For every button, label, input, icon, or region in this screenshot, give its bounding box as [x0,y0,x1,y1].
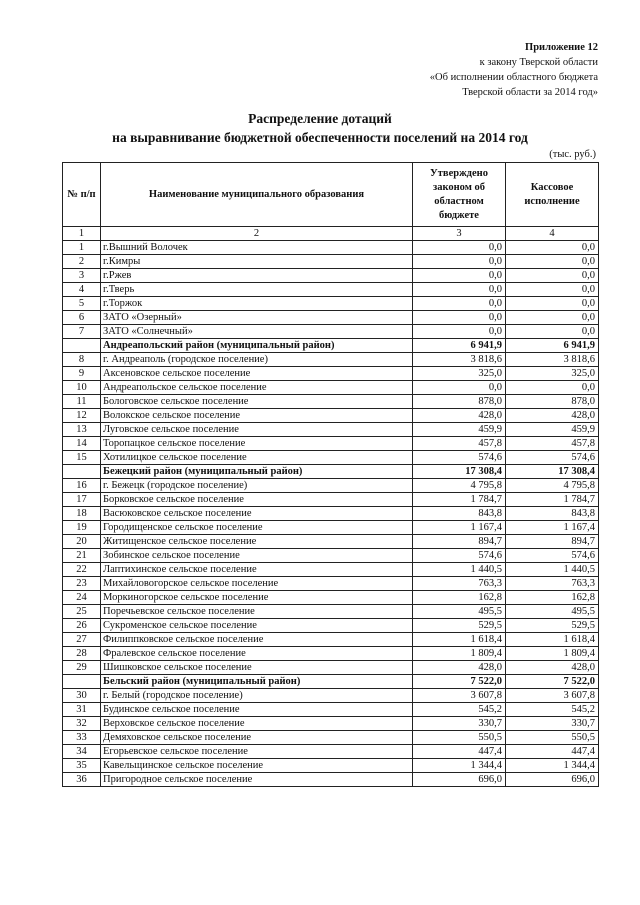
row-approved-value: 3 818,6 [413,353,506,367]
table-row [63,717,599,731]
row-executed-value: 7 522,0 [506,675,599,689]
appendix-line-1: Приложение 12 [525,42,598,53]
row-name: Бельский район (муниципальный район) [101,675,413,689]
row-executed-value: 878,0 [506,395,599,409]
row-name: Шишковское сельское поселение [101,661,413,675]
row-number: 17 [63,493,101,507]
table-row [63,745,599,759]
row-executed-value: 3 607,8 [506,689,599,703]
row-approved-value: 696,0 [413,773,506,787]
table-row [63,241,599,255]
row-number: 6 [63,311,101,325]
header-num: № п/п [63,163,101,227]
table-row [63,311,599,325]
row-executed-value: 894,7 [506,535,599,549]
row-name: Верховское сельское поселение [101,717,413,731]
row-name: Аксеновское сельское поселение [101,367,413,381]
row-executed-value: 1 784,7 [506,493,599,507]
row-number: 22 [63,563,101,577]
table-row [63,577,599,591]
row-approved-value: 545,2 [413,703,506,717]
appendix-line-2: к закону Тверской области [479,57,598,68]
row-name: Волокское сельское поселение [101,409,413,423]
row-executed-value: 330,7 [506,717,599,731]
document-title [0,109,640,147]
row-name: Моркиногорское сельское поселение [101,591,413,605]
row-approved-value: 1 167,4 [413,521,506,535]
table-row [63,255,599,269]
row-approved-value: 843,8 [413,507,506,521]
row-number: 3 [63,269,101,283]
row-executed-value: 0,0 [506,311,599,325]
row-name: Хотилицкое сельское поселение [101,451,413,465]
table-row [63,773,599,787]
row-approved-value: 1 344,4 [413,759,506,773]
row-name: Андреапольский район (муниципальный район) [101,339,413,353]
table-row [63,661,599,675]
row-number: 8 [63,353,101,367]
row-name: Фралевское сельское поселение [101,647,413,661]
row-executed-value: 17 308,4 [506,465,599,479]
row-approved-value: 0,0 [413,241,506,255]
row-number: 31 [63,703,101,717]
row-approved-value: 0,0 [413,381,506,395]
table-row [63,395,599,409]
row-approved-value: 447,4 [413,745,506,759]
row-number: 35 [63,759,101,773]
row-executed-value: 0,0 [506,325,599,339]
row-executed-value: 3 818,6 [506,353,599,367]
row-executed-value: 447,4 [506,745,599,759]
row-executed-value: 459,9 [506,423,599,437]
row-executed-value: 1 167,4 [506,521,599,535]
row-name: Андреапольское сельское поселение [101,381,413,395]
row-number [63,465,101,479]
row-executed-value: 0,0 [506,255,599,269]
table-row [63,283,599,297]
row-number: 14 [63,437,101,451]
row-approved-value: 0,0 [413,283,506,297]
row-number: 18 [63,507,101,521]
row-executed-value: 763,3 [506,577,599,591]
row-name: Демяховское сельское поселение [101,731,413,745]
row-number: 10 [63,381,101,395]
table-row [63,409,599,423]
row-number: 34 [63,745,101,759]
row-name: Борковское сельское поселение [101,493,413,507]
row-approved-value: 7 522,0 [413,675,506,689]
table-row [63,423,599,437]
table-row [63,479,599,493]
row-number: 26 [63,619,101,633]
row-approved-value: 529,5 [413,619,506,633]
row-name: Городищенское сельское поселение [101,521,413,535]
row-number: 28 [63,647,101,661]
row-number: 15 [63,451,101,465]
table-row [63,353,599,367]
table-row [63,731,599,745]
row-approved-value: 1 784,7 [413,493,506,507]
row-number: 36 [63,773,101,787]
column-numbers-row [63,227,599,241]
row-approved-value: 1 440,5 [413,563,506,577]
row-name: Михайловогорское сельское поселение [101,577,413,591]
row-executed-value: 1 809,4 [506,647,599,661]
row-approved-value: 550,5 [413,731,506,745]
table-row [63,619,599,633]
row-executed-value: 457,8 [506,437,599,451]
table-row [63,591,599,605]
table-row [63,647,599,661]
row-approved-value: 457,8 [413,437,506,451]
row-number: 30 [63,689,101,703]
row-number: 25 [63,605,101,619]
row-executed-value: 325,0 [506,367,599,381]
row-number: 21 [63,549,101,563]
title-line-2: на выравнивание бюджетной обеспеченности поселений на 2014 год [112,130,528,145]
row-executed-value: 545,2 [506,703,599,717]
row-executed-value: 4 795,8 [506,479,599,493]
table-row [63,689,599,703]
row-executed-value: 428,0 [506,409,599,423]
row-executed-value: 696,0 [506,773,599,787]
subsidy-table [62,162,599,787]
row-approved-value: 3 607,8 [413,689,506,703]
row-name: г.Торжок [101,297,413,311]
table-row [63,633,599,647]
row-executed-value: 0,0 [506,241,599,255]
row-executed-value: 574,6 [506,549,599,563]
row-name: Егорьевское сельское поселение [101,745,413,759]
row-approved-value: 0,0 [413,311,506,325]
row-executed-value: 0,0 [506,269,599,283]
row-number: 13 [63,423,101,437]
row-number: 9 [63,367,101,381]
row-executed-value: 529,5 [506,619,599,633]
row-number: 2 [63,255,101,269]
column-number: 4 [506,227,599,241]
column-number: 2 [101,227,413,241]
row-executed-value: 162,8 [506,591,599,605]
row-name: Луговское сельское поселение [101,423,413,437]
row-approved-value: 894,7 [413,535,506,549]
row-approved-value: 574,6 [413,549,506,563]
row-name: Кавельщинское сельское поселение [101,759,413,773]
row-number: 24 [63,591,101,605]
row-executed-value: 0,0 [506,381,599,395]
row-name: Житищенское сельское поселение [101,535,413,549]
row-name: Филиппковское сельское поселение [101,633,413,647]
table-row [63,451,599,465]
table-row [63,381,599,395]
column-number: 3 [413,227,506,241]
table-row [63,367,599,381]
row-name: Зобинское сельское поселение [101,549,413,563]
row-number: 16 [63,479,101,493]
header-executed: Кассовое исполнение [506,163,599,227]
table-row [63,507,599,521]
table-row [63,759,599,773]
row-number: 27 [63,633,101,647]
row-number: 33 [63,731,101,745]
row-number: 12 [63,409,101,423]
row-number: 7 [63,325,101,339]
table-row [63,549,599,563]
row-executed-value: 1 344,4 [506,759,599,773]
row-number: 23 [63,577,101,591]
table-row [63,269,599,283]
row-name: Поречьевское сельское поселение [101,605,413,619]
row-name: Бежецкий район (муниципальный район) [101,465,413,479]
table-row [63,493,599,507]
table-header-row [63,163,599,227]
table-row [63,521,599,535]
table-row [63,297,599,311]
row-number [63,339,101,353]
row-approved-value: 0,0 [413,297,506,311]
row-approved-value: 0,0 [413,325,506,339]
row-name: Будинское сельское поселение [101,703,413,717]
row-approved-value: 6 941,9 [413,339,506,353]
row-number [63,675,101,689]
row-number: 32 [63,717,101,731]
row-number: 29 [63,661,101,675]
row-name: г.Тверь [101,283,413,297]
row-approved-value: 574,6 [413,451,506,465]
row-approved-value: 428,0 [413,661,506,675]
row-approved-value: 17 308,4 [413,465,506,479]
appendix-block [430,40,598,100]
row-number: 4 [63,283,101,297]
row-executed-value: 6 941,9 [506,339,599,353]
row-executed-value: 0,0 [506,297,599,311]
row-executed-value: 495,5 [506,605,599,619]
table-row [63,535,599,549]
row-approved-value: 1 809,4 [413,647,506,661]
row-approved-value: 4 795,8 [413,479,506,493]
row-number: 1 [63,241,101,255]
row-approved-value: 428,0 [413,409,506,423]
row-number: 20 [63,535,101,549]
row-approved-value: 459,9 [413,423,506,437]
row-name: ЗАТО «Солнечный» [101,325,413,339]
district-row [63,465,599,479]
row-name: г.Вышний Волочек [101,241,413,255]
row-name: Торопацкое сельское поселение [101,437,413,451]
row-approved-value: 495,5 [413,605,506,619]
row-approved-value: 325,0 [413,367,506,381]
row-name: г.Ржев [101,269,413,283]
header-name: Наименование муниципального образования [101,163,413,227]
row-executed-value: 550,5 [506,731,599,745]
row-name: Лаптихинское сельское поселение [101,563,413,577]
row-number: 11 [63,395,101,409]
district-row [63,339,599,353]
row-executed-value: 0,0 [506,283,599,297]
row-approved-value: 0,0 [413,255,506,269]
header-approved: Утверждено законом об областном бюджете [413,163,506,227]
row-approved-value: 330,7 [413,717,506,731]
row-approved-value: 878,0 [413,395,506,409]
units-label: (тыс. руб.) [549,149,596,160]
row-approved-value: 763,3 [413,577,506,591]
row-name: Васюковское сельское поселение [101,507,413,521]
row-name: Пригородное сельское поселение [101,773,413,787]
row-number: 5 [63,297,101,311]
table-row [63,605,599,619]
row-name: г.Кимры [101,255,413,269]
table-row [63,703,599,717]
row-executed-value: 1 440,5 [506,563,599,577]
row-name: ЗАТО «Озерный» [101,311,413,325]
row-executed-value: 1 618,4 [506,633,599,647]
row-executed-value: 574,6 [506,451,599,465]
title-line-1: Распределение дотаций [248,111,392,126]
appendix-line-4: Тверской области за 2014 год» [462,87,598,98]
district-row [63,675,599,689]
row-executed-value: 843,8 [506,507,599,521]
row-approved-value: 162,8 [413,591,506,605]
row-number: 19 [63,521,101,535]
table-row [63,563,599,577]
row-approved-value: 0,0 [413,269,506,283]
table-row [63,437,599,451]
row-executed-value: 428,0 [506,661,599,675]
table-row [63,325,599,339]
appendix-line-3: «Об исполнении областного бюджета [429,72,598,83]
row-name: Бологовское сельское поселение [101,395,413,409]
row-name: Сукроменское сельское поселение [101,619,413,633]
row-name: г. Бежецк (городское поселение) [101,479,413,493]
column-number: 1 [63,227,101,241]
row-approved-value: 1 618,4 [413,633,506,647]
row-name: г. Андреаполь (городское поселение) [101,353,413,367]
row-name: г. Белый (городское поселение) [101,689,413,703]
